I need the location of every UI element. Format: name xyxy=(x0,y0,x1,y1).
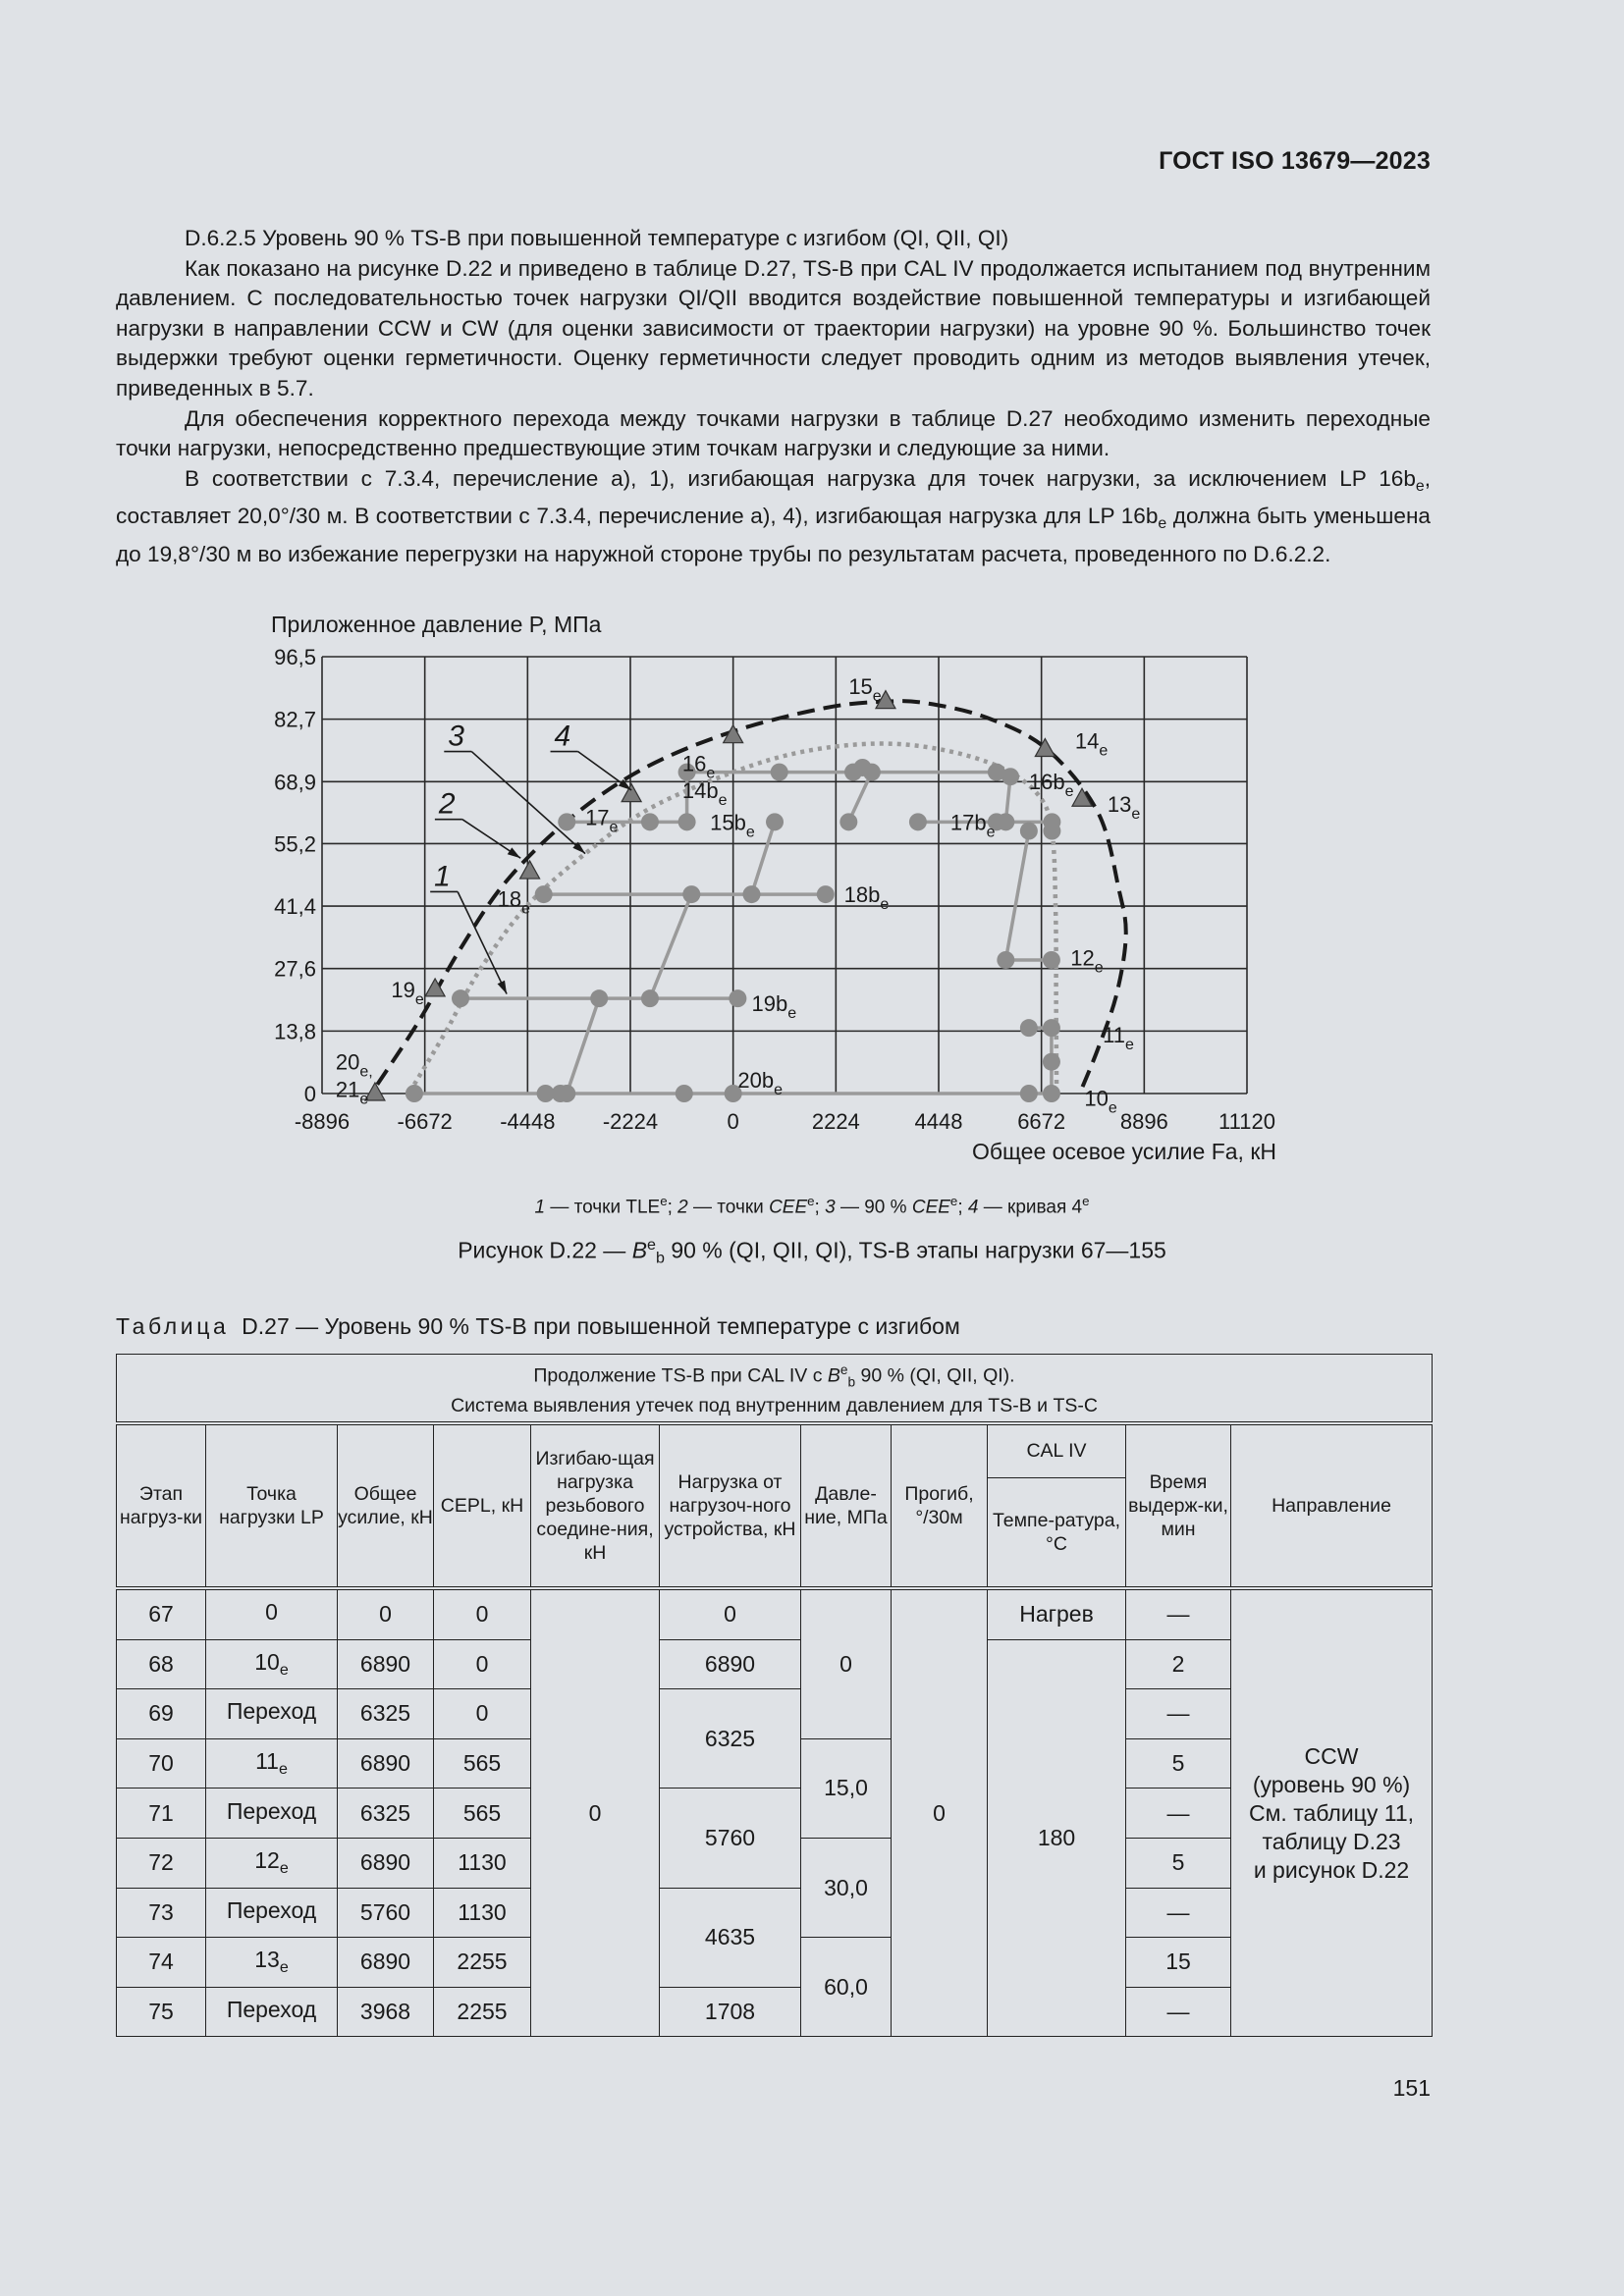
cell-cepl: 565 xyxy=(434,1738,531,1789)
point-label-text: 19b xyxy=(751,990,788,1016)
x-tick-label: 2224 xyxy=(811,1109,860,1134)
banner-text: Продолжение TS-B при CAL IV с xyxy=(533,1364,828,1387)
header-bending-load: Изгибаю-щая нагрузка резьбового соедине-ния, кН xyxy=(531,1423,660,1588)
y-tick-label: 96,5 xyxy=(274,645,316,669)
legend-key: 4 xyxy=(967,1197,979,1218)
x-tick-label: -6672 xyxy=(397,1109,453,1134)
load-point xyxy=(1043,951,1060,969)
cell-cepl: 2255 xyxy=(434,1938,531,1988)
cell-force: 6325 xyxy=(338,1689,434,1739)
point-label-text: 17b xyxy=(949,810,987,835)
subscript: e xyxy=(279,1859,289,1878)
x-tick-label: 8896 xyxy=(1119,1109,1168,1134)
legend-text: — точки TLE xyxy=(545,1197,661,1218)
cell-cepl: 0 xyxy=(434,1588,531,1639)
cell-hold: 5 xyxy=(1126,1838,1231,1888)
lp-text: 13 xyxy=(254,1947,280,1973)
cell-temperature: 180 xyxy=(988,1639,1126,2037)
cell-frame-load: 4635 xyxy=(660,1888,801,1987)
y-axis-title: Приложенное давление P, МПа xyxy=(271,612,602,637)
y-tick-label: 27,6 xyxy=(274,956,316,982)
point-label-text: 18b xyxy=(843,882,881,908)
cell-lp xyxy=(206,1689,338,1739)
table-banner xyxy=(117,1355,1433,1424)
header-cal-iv: CAL IV xyxy=(988,1423,1126,1477)
table-title xyxy=(116,1313,960,1340)
page-header: ГОСТ ISO 13679—2023 xyxy=(1159,147,1431,175)
cell-lp xyxy=(206,1639,338,1689)
load-point xyxy=(729,989,746,1007)
cell-force: 0 xyxy=(338,1588,434,1639)
legend-italic: CEE xyxy=(911,1197,950,1218)
point-label-sub: e xyxy=(359,1091,369,1108)
point-label-text: 15 xyxy=(848,673,873,699)
superscript: e xyxy=(1082,1194,1090,1208)
cell-pressure: 0 xyxy=(801,1588,892,1738)
load-point xyxy=(558,813,575,830)
load-point xyxy=(1020,1085,1038,1102)
cell-stage: 71 xyxy=(117,1789,206,1839)
point-label-sub: e xyxy=(521,900,531,918)
point-label-sub: e xyxy=(609,819,619,836)
lp-text: 10 xyxy=(254,1648,280,1675)
header-pressure: Давле-ние, МПа xyxy=(801,1423,892,1588)
point-label-text: 14 xyxy=(1074,728,1100,754)
cell-stage: 67 xyxy=(117,1588,206,1639)
load-path xyxy=(650,894,691,998)
table-title-text: D.27 — Уровень 90 % TS-B при повышенной температуре с изгибом xyxy=(242,1313,960,1339)
load-envelope-chart xyxy=(0,589,1624,1188)
cell-force: 6325 xyxy=(338,1789,434,1839)
cell-stage: 73 xyxy=(117,1888,206,1938)
direction-line: и рисунок D.22 xyxy=(1253,1856,1410,1883)
x-tick-label: -4448 xyxy=(500,1109,556,1134)
table-row xyxy=(117,1588,1433,1639)
banner-symbol: B xyxy=(827,1364,840,1387)
legend-text: — 90 % xyxy=(835,1197,912,1218)
lp-text: Переход xyxy=(226,1997,317,2023)
legend-sep: ; xyxy=(814,1197,826,1218)
header-deflection: Прогиб, °/30м xyxy=(892,1423,988,1588)
x-tick-label: -8896 xyxy=(294,1109,351,1134)
cell-hold: — xyxy=(1126,1888,1231,1938)
point-label xyxy=(844,882,890,913)
load-point xyxy=(771,764,788,781)
load-point xyxy=(844,764,862,781)
cell-hold: 5 xyxy=(1126,1738,1231,1789)
point-label xyxy=(1084,1087,1116,1117)
cell-bending-load: 0 xyxy=(531,1588,660,2037)
cell-lp xyxy=(206,1789,338,1839)
cell-lp xyxy=(206,1838,338,1888)
legend-text: — кривая 4 xyxy=(978,1197,1083,1218)
point-label-text: 10 xyxy=(1084,1086,1109,1111)
point-label-text: 20b xyxy=(737,1068,775,1094)
cell-direction xyxy=(1231,1588,1433,2037)
header-direction: Направление xyxy=(1231,1423,1433,1588)
subscript: b xyxy=(847,1374,856,1390)
lp-text: 11 xyxy=(255,1748,279,1775)
point-label-sub: e xyxy=(1108,1099,1117,1117)
load-point xyxy=(641,989,659,1007)
superscript: e xyxy=(807,1194,815,1208)
load-point xyxy=(839,813,857,830)
point-label-text: 13 xyxy=(1107,791,1132,817)
point-label xyxy=(1029,770,1074,800)
header-load-point: Точка нагрузки LP xyxy=(206,1423,338,1588)
cell-hold: — xyxy=(1126,1987,1231,2037)
load-path xyxy=(751,822,775,894)
load-point xyxy=(682,885,700,903)
subscript: e xyxy=(279,1958,289,1977)
leader-arrow xyxy=(498,981,508,994)
cell-cepl: 1130 xyxy=(434,1838,531,1888)
lp-text: Переход xyxy=(226,1797,317,1824)
point-label-sub: e xyxy=(1094,959,1104,977)
legend-italic: CEE xyxy=(769,1197,808,1218)
point-label xyxy=(585,806,618,836)
cell-cepl: 0 xyxy=(434,1639,531,1689)
lp-text: 0 xyxy=(265,1599,278,1626)
cell-frame-load: 1708 xyxy=(660,1987,801,2037)
cell-hold: — xyxy=(1126,1789,1231,1839)
point-label-sub: e xyxy=(872,687,882,705)
cell-force: 5760 xyxy=(338,1888,434,1938)
y-tick-label: 68,9 xyxy=(274,770,316,795)
legend-key: 1 xyxy=(534,1197,546,1218)
point-label-sub: e xyxy=(774,1082,783,1099)
load-path xyxy=(1005,831,1029,960)
cell-stage: 69 xyxy=(117,1689,206,1739)
cell-stage: 68 xyxy=(117,1639,206,1689)
superscript: e xyxy=(839,1362,848,1377)
legend-sep: ; xyxy=(957,1197,968,1218)
point-label xyxy=(950,810,996,840)
x-tick-label: 0 xyxy=(727,1109,739,1134)
cell-stage: 70 xyxy=(117,1738,206,1789)
direction-line: CCW xyxy=(1304,1742,1359,1769)
cell-lp xyxy=(206,1938,338,1988)
y-tick-label: 55,2 xyxy=(274,831,316,857)
cell-hold: 15 xyxy=(1126,1938,1231,1988)
paragraph-part: В соответствии с 7.3.4, перечисление а), 1), изгибающая нагрузка для точек нагрузки, за исключением LP 16b xyxy=(185,465,1416,491)
superscript: e xyxy=(660,1194,668,1208)
load-point xyxy=(641,813,659,830)
caption-text: Рисунок D.22 — xyxy=(458,1237,632,1263)
banner-text: 90 % (QI, QII, QI). xyxy=(855,1364,1015,1387)
point-label-sub: e xyxy=(1064,782,1074,800)
figure-caption xyxy=(0,1236,1624,1268)
x-tick-label: 6672 xyxy=(1017,1109,1066,1134)
load-point xyxy=(742,885,760,903)
lp-text: Переход xyxy=(226,1896,317,1923)
load-point xyxy=(678,813,696,830)
load-point xyxy=(1043,1085,1060,1102)
point-label-text: 14b xyxy=(681,778,719,804)
point-label xyxy=(498,887,530,918)
lp-text: 12 xyxy=(254,1847,280,1874)
x-tick-label: -2224 xyxy=(602,1109,659,1134)
direction-line: таблицу D.23 xyxy=(1262,1828,1401,1854)
point-label-sub: e xyxy=(414,990,424,1008)
point-label xyxy=(1075,728,1108,759)
y-tick-label: 13,8 xyxy=(274,1019,316,1044)
point-label xyxy=(848,674,881,705)
cell-deflection: 0 xyxy=(892,1588,988,2037)
point-label-text: 19 xyxy=(391,977,415,1002)
load-stages-table xyxy=(116,1354,1433,2037)
load-point xyxy=(766,813,784,830)
load-point xyxy=(558,1085,575,1102)
direction-line: (уровень 90 %) xyxy=(1252,1771,1411,1797)
caption-symbol: B xyxy=(631,1237,648,1263)
cell-frame-load: 6325 xyxy=(660,1689,801,1789)
point-label-sub: e xyxy=(1099,742,1109,760)
legend-sep: ; xyxy=(667,1197,678,1218)
load-point xyxy=(590,989,608,1007)
load-point xyxy=(676,1085,693,1102)
subscript: e xyxy=(1415,477,1425,495)
header-temperature: Темпе-ратура, °С xyxy=(988,1477,1126,1588)
load-point xyxy=(909,813,927,830)
cell-stage: 74 xyxy=(117,1938,206,1988)
point-label-sub: e xyxy=(787,1004,797,1022)
direction-line: См. таблицу 11, xyxy=(1249,1799,1415,1826)
legend-key: 2 xyxy=(677,1197,688,1218)
point-label-text: 12 xyxy=(1070,945,1095,971)
leader-number: 1 xyxy=(434,860,451,893)
cell-hold: 2 xyxy=(1126,1639,1231,1689)
point-label-text: 11 xyxy=(1103,1023,1126,1048)
banner-text: Система выявления утечек под внутренним давлением для TS-B и TS-C xyxy=(451,1395,1098,1417)
point-label-sub: e xyxy=(986,824,996,841)
cell-cepl: 565 xyxy=(434,1789,531,1839)
cell-force: 6890 xyxy=(338,1838,434,1888)
cell-frame-load: 0 xyxy=(660,1588,801,1639)
cell-frame-load: 6890 xyxy=(660,1639,801,1689)
y-tick-label: 41,4 xyxy=(274,894,316,920)
cell-hold: — xyxy=(1126,1689,1231,1739)
leader-number: 2 xyxy=(438,787,456,821)
point-label xyxy=(336,1050,373,1081)
paragraph: Для обеспечения корректного перехода между точками нагрузки в таблице D.27 необходимо изменить переходные точки нагрузки, непосредственно предшествующие этим точкам нагрузки и следующие за ними. xyxy=(116,405,1431,461)
cell-temperature: Нагрев xyxy=(988,1588,1126,1639)
header-stage: Этап нагруз-ки xyxy=(117,1423,206,1588)
load-point xyxy=(1020,1019,1038,1037)
cell-lp xyxy=(206,1738,338,1789)
body-text xyxy=(116,224,1431,570)
lp-text: Переход xyxy=(226,1698,317,1725)
cell-force: 6890 xyxy=(338,1639,434,1689)
point-label xyxy=(1103,1023,1134,1053)
header-hold-time: Время выдерж-ки, мин xyxy=(1126,1423,1231,1588)
figure-legend xyxy=(0,1194,1624,1218)
x-tick-label: 4448 xyxy=(914,1109,963,1134)
subscript: e xyxy=(1158,515,1167,533)
point-label-sub: e xyxy=(718,792,728,810)
load-point xyxy=(1043,1019,1060,1037)
load-point xyxy=(1043,813,1060,830)
cell-pressure: 60,0 xyxy=(801,1938,892,2037)
cell-cepl: 0 xyxy=(434,1689,531,1739)
cell-frame-load: 5760 xyxy=(660,1789,801,1888)
cell-lp xyxy=(206,1588,338,1639)
load-point xyxy=(406,1085,423,1102)
curve-90-cee xyxy=(414,743,1056,1094)
point-label-sub: e xyxy=(706,765,716,782)
legend-text: — точки xyxy=(687,1197,770,1218)
point-label-text: 17 xyxy=(585,805,610,830)
legend-key: 3 xyxy=(825,1197,836,1218)
cell-force: 3968 xyxy=(338,1987,434,2037)
header-cepl: CEPL, кН xyxy=(434,1423,531,1588)
point-label-text: 15b xyxy=(710,810,746,835)
header-frame-load: Нагрузка от нагрузоч-ного устройства, кН xyxy=(660,1423,801,1588)
cell-stage: 72 xyxy=(117,1838,206,1888)
point-label-sub: e xyxy=(745,824,755,841)
point-label-sub: e xyxy=(1125,1037,1134,1054)
point-label xyxy=(751,991,796,1022)
paragraph: Как показано на рисунке D.22 и приведено в таблице D.27, TS-B при CAL IV продолжается испытанием под внутренним давлением. С последовательностью точек нагрузки QI/QII вводится воздействие повышенной температуры и изгибающей нагрузки в направлении CCW и CW (для оценки зависимости от траектории нагрузки) на уровне 90 %. Большинство точек выдержки требуют оценки герметичности. Оценку герметичности следует проводить одним из методов выявления утечек, приведенных в 5.7. xyxy=(116,255,1431,400)
paragraph-part: должна быть уменьшена до 19,8°/30 м во избежание перегрузки на наружной стороне трубы по результатам расчета, проведенного по D.6.2.2. xyxy=(116,504,1431,566)
load-point xyxy=(452,989,469,1007)
subscript: e xyxy=(278,1760,288,1779)
load-point xyxy=(535,885,553,903)
x-axis-title: Общее осевое усилие Fa, кН xyxy=(971,1139,1276,1164)
load-point xyxy=(997,951,1014,969)
load-point xyxy=(988,764,1005,781)
point-label-sub: e xyxy=(880,896,890,914)
superscript: e xyxy=(647,1236,656,1254)
point-label xyxy=(682,778,728,809)
page-number: 151 xyxy=(1392,2075,1431,2101)
y-tick-label: 82,7 xyxy=(274,707,316,732)
cell-force: 6890 xyxy=(338,1938,434,1988)
leader-line xyxy=(471,752,585,854)
cell-stage: 75 xyxy=(117,1987,206,2037)
paragraph xyxy=(116,464,1431,570)
cell-pressure: 30,0 xyxy=(801,1838,892,1937)
cell-force: 6890 xyxy=(338,1738,434,1789)
point-label-text: 18 xyxy=(497,886,522,912)
cell-lp xyxy=(206,1987,338,2037)
point-label-text: 16 xyxy=(681,751,707,776)
point-label-text: 16b xyxy=(1028,769,1065,794)
point-label xyxy=(1108,792,1140,823)
subscript: b xyxy=(655,1249,665,1267)
subscript: e xyxy=(279,1660,289,1679)
leader-number: 3 xyxy=(448,720,464,753)
cell-lp xyxy=(206,1888,338,1938)
load-path xyxy=(567,998,599,1094)
superscript: e xyxy=(949,1194,958,1208)
point-label xyxy=(1070,946,1103,977)
cell-cepl: 1130 xyxy=(434,1888,531,1938)
load-point xyxy=(1043,1053,1060,1071)
load-point xyxy=(1020,823,1038,840)
cell-cepl: 2255 xyxy=(434,1987,531,2037)
point-label-text: 20 xyxy=(335,1049,360,1075)
paragraph-part: , составляет 20,0°/30 м. В соответствии с 7.3.4, перечисление а), 4), изгибающая нагрузка для LP 16b xyxy=(116,465,1431,529)
point-label-text: 21 xyxy=(335,1077,360,1102)
header-total-force: Общее усилие, кН xyxy=(338,1423,434,1588)
leader-arrow xyxy=(508,847,520,858)
point-label-sub: e, xyxy=(359,1063,373,1081)
point-label xyxy=(336,1077,368,1107)
load-point xyxy=(817,885,835,903)
point-label xyxy=(391,978,423,1008)
y-tick-label: 0 xyxy=(303,1082,316,1106)
leader-number: 4 xyxy=(554,720,571,753)
cell-hold: — xyxy=(1126,1588,1231,1639)
caption-text: 90 % (QI, QII, QI), TS-B этапы нагрузки 67—155 xyxy=(664,1237,1166,1263)
section-heading: D.6.2.5 Уровень 90 % TS-B при повышенной температуре с изгибом (QI, QII, QI) xyxy=(185,226,1009,250)
x-tick-label: 11120 xyxy=(1218,1109,1275,1134)
cell-pressure: 15,0 xyxy=(801,1738,892,1838)
point-label-sub: e xyxy=(1131,805,1141,823)
table-word: Таблица xyxy=(116,1313,230,1339)
